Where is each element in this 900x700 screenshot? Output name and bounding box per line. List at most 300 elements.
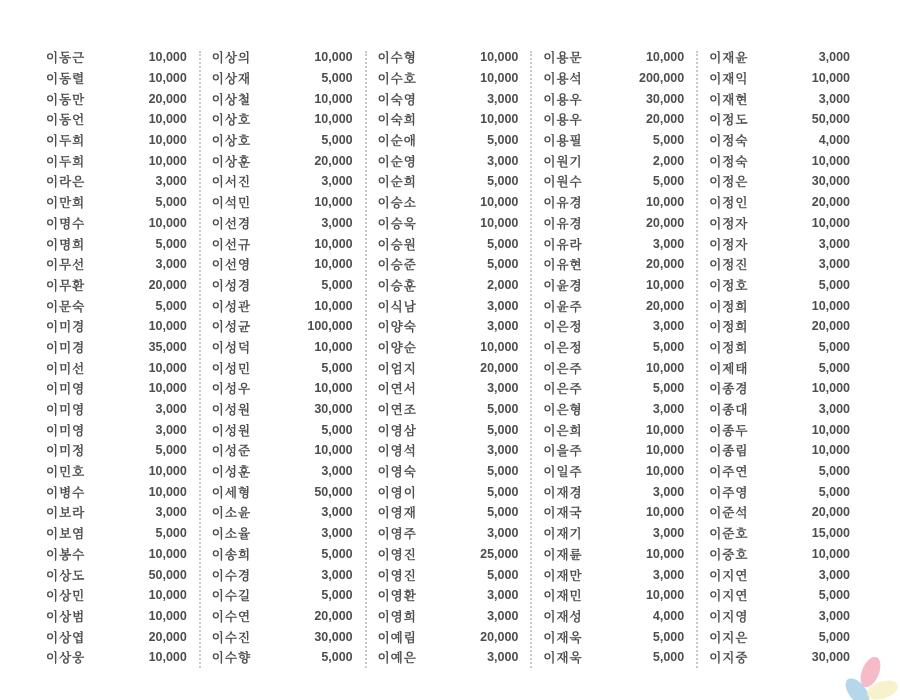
donation-amount: 10,000 <box>148 484 187 499</box>
donation-amount: 5,000 <box>487 484 519 499</box>
donor-name: 이병수 <box>46 485 86 500</box>
table-row <box>212 544 353 565</box>
donation-amount: 10,000 <box>480 339 519 354</box>
donor-name: 이을주 <box>543 444 583 459</box>
table-row <box>378 192 519 213</box>
table-row <box>212 171 353 192</box>
table-row <box>212 399 353 420</box>
donation-amount: 20,000 <box>811 505 850 520</box>
donation-amount: 5,000 <box>487 402 519 417</box>
table-row <box>709 109 850 130</box>
donation-amount: 5,000 <box>155 236 187 251</box>
table-row <box>46 440 187 461</box>
table-row <box>378 440 519 461</box>
donation-amount: 10,000 <box>811 153 850 168</box>
table-row <box>709 316 850 337</box>
donation-amount: 10,000 <box>148 215 187 230</box>
donor-name: 이정숙 <box>709 154 749 169</box>
donation-amount: 10,000 <box>645 277 685 292</box>
donation-amount: 3,000 <box>652 526 685 541</box>
donation-amount: 3,000 <box>652 319 685 334</box>
donor-name: 이상호 <box>211 134 252 149</box>
donation-amount: 5,000 <box>155 298 187 313</box>
donation-amount: 5,000 <box>652 650 685 665</box>
donor-name: 이유경 <box>543 216 583 231</box>
donation-amount: 5,000 <box>487 464 519 479</box>
donation-amount: 10,000 <box>645 588 685 603</box>
donor-name: 이소율 <box>211 527 252 542</box>
table-row <box>543 47 684 68</box>
donation-amount: 10,000 <box>811 298 850 313</box>
table-row <box>543 337 684 358</box>
donor-name: 이수경 <box>211 568 252 583</box>
donor-name: 이준호 <box>709 527 749 542</box>
table-row <box>212 150 353 171</box>
table-row <box>46 316 187 337</box>
donation-amount: 2,000 <box>487 277 519 292</box>
table-row <box>709 378 850 399</box>
donation-amount: 3,000 <box>321 505 353 520</box>
column-separator <box>696 51 698 668</box>
donation-amount: 3,000 <box>487 153 519 168</box>
donor-name: 이승훈 <box>377 278 417 293</box>
table-row <box>46 357 187 378</box>
table-row <box>46 337 187 358</box>
table-row <box>709 192 850 213</box>
table-row <box>212 357 353 378</box>
donation-amount: 10,000 <box>314 50 353 65</box>
table-row <box>378 544 519 565</box>
donation-amount: 10,000 <box>314 195 353 210</box>
donor-name: 이선규 <box>211 237 252 252</box>
table-row <box>46 419 187 440</box>
table-row <box>212 192 353 213</box>
table-row <box>46 564 187 585</box>
donor-name: 이동만 <box>46 92 86 107</box>
donor-name: 이성훈 <box>211 465 252 480</box>
donation-amount: 3,000 <box>155 402 187 417</box>
table-row <box>709 544 850 565</box>
donation-amount: 10,000 <box>314 91 353 106</box>
table-row <box>543 233 684 254</box>
donor-name: 이용우 <box>543 92 583 107</box>
donation-amount: 3,000 <box>487 319 519 334</box>
table-row <box>212 316 353 337</box>
donation-amount: 10,000 <box>314 298 353 313</box>
table-row <box>46 295 187 316</box>
table-row <box>378 337 519 358</box>
table-row <box>212 233 353 254</box>
donor-name: 이성민 <box>211 361 252 376</box>
donor-name: 이송희 <box>211 547 252 562</box>
donation-amount: 20,000 <box>645 215 685 230</box>
donor-name: 이재만 <box>543 568 583 583</box>
donation-amount: 10,000 <box>811 71 850 86</box>
donation-amount: 20,000 <box>645 112 685 127</box>
column-separator <box>365 51 367 668</box>
table-row <box>709 171 850 192</box>
table-row <box>212 440 353 461</box>
table-row <box>543 109 684 130</box>
donor-name: 이만희 <box>46 196 86 211</box>
donation-amount: 5,000 <box>321 133 353 148</box>
donation-amount: 15,000 <box>811 526 850 541</box>
table-row <box>46 254 187 275</box>
donor-name: 이동근 <box>46 51 86 66</box>
donation-amount: 5,000 <box>818 464 850 479</box>
table-row <box>378 47 519 68</box>
donor-name: 이은주 <box>543 361 583 376</box>
donor-name: 이정은 <box>709 175 749 190</box>
donation-amount: 50,000 <box>148 567 187 582</box>
donor-name: 이정도 <box>709 113 749 128</box>
donation-amount: 5,000 <box>487 567 519 582</box>
donation-amount: 3,000 <box>321 464 353 479</box>
donor-name: 이영석 <box>377 444 417 459</box>
donor-name: 이승준 <box>377 258 417 273</box>
donor-name: 이상엽 <box>46 630 86 645</box>
table-row <box>378 585 519 606</box>
donor-name: 이용문 <box>543 51 583 66</box>
table-row <box>709 564 850 585</box>
table-row <box>709 213 850 234</box>
donation-amount: 5,000 <box>487 236 519 251</box>
donation-amount: 5,000 <box>155 195 187 210</box>
donation-amount: 10,000 <box>314 443 353 458</box>
donor-name: 이보라 <box>46 506 86 521</box>
donation-amount: 3,000 <box>487 650 519 665</box>
donor-name: 이정희 <box>709 320 749 335</box>
table-row <box>709 523 850 544</box>
donor-name: 이성원 <box>211 403 252 418</box>
donor-name: 이문숙 <box>46 299 86 314</box>
donation-amount: 5,000 <box>652 629 685 644</box>
table-row <box>46 544 187 565</box>
donation-amount: 3,000 <box>487 381 519 396</box>
table-row <box>212 419 353 440</box>
donor-name: 이유라 <box>543 237 583 252</box>
donation-amount: 5,000 <box>487 422 519 437</box>
donor-name: 이주연 <box>709 465 749 480</box>
donor-name: 이예림 <box>377 630 417 645</box>
donation-amount: 3,000 <box>652 402 685 417</box>
donation-amount: 5,000 <box>652 174 685 189</box>
donor-name: 이양순 <box>377 340 417 355</box>
table-row <box>212 109 353 130</box>
donor-name: 이세형 <box>211 485 252 500</box>
donor-name: 이영주 <box>377 527 417 542</box>
donation-amount: 5,000 <box>818 629 850 644</box>
donor-name: 이상의 <box>211 51 252 66</box>
donation-amount: 10,000 <box>480 195 519 210</box>
donation-amount: 10,000 <box>314 381 353 396</box>
donation-amount: 10,000 <box>148 133 187 148</box>
donor-name: 이정인 <box>709 196 749 211</box>
donation-amount: 200,000 <box>639 71 685 86</box>
donor-name: 이수형 <box>377 51 417 66</box>
table-row <box>709 502 850 523</box>
donor-name: 이지영 <box>709 609 749 624</box>
table-row <box>709 337 850 358</box>
column-separator <box>199 51 201 668</box>
donation-amount: 5,000 <box>321 546 353 561</box>
table-row <box>378 357 519 378</box>
donor-name: 이용우 <box>543 113 583 128</box>
donation-amount: 10,000 <box>314 112 353 127</box>
donor-name: 이선경 <box>211 216 252 231</box>
donation-amount: 3,000 <box>155 422 187 437</box>
donation-amount: 4,000 <box>818 133 850 148</box>
donor-name: 이재국 <box>543 506 583 521</box>
table-row <box>212 213 353 234</box>
donation-amount: 30,000 <box>811 650 850 665</box>
donor-name: 이원기 <box>543 154 583 169</box>
donation-amount: 35,000 <box>148 339 187 354</box>
donation-amount: 10,000 <box>645 505 685 520</box>
donation-amount: 3,000 <box>818 50 850 65</box>
table-row <box>46 192 187 213</box>
table-row <box>212 68 353 89</box>
donation-amount: 10,000 <box>811 546 850 561</box>
donation-amount: 10,000 <box>148 546 187 561</box>
donation-amount: 5,000 <box>155 526 187 541</box>
donor-name: 이용석 <box>543 72 583 87</box>
donation-amount: 3,000 <box>321 526 353 541</box>
table-row <box>543 626 684 647</box>
donation-amount: 10,000 <box>811 381 850 396</box>
donor-name: 이상훈 <box>211 154 252 169</box>
donation-amount: 10,000 <box>480 215 519 230</box>
donation-amount: 5,000 <box>652 339 685 354</box>
table-row <box>378 130 519 151</box>
donation-amount: 3,000 <box>818 257 850 272</box>
donor-name: 이석민 <box>211 196 252 211</box>
table-row <box>212 585 353 606</box>
donation-amount: 25,000 <box>480 546 519 561</box>
donation-amount: 20,000 <box>645 298 685 313</box>
donor-name: 이연조 <box>377 403 417 418</box>
table-row <box>709 399 850 420</box>
donation-amount: 20,000 <box>811 319 850 334</box>
donation-amount: 3,000 <box>321 215 353 230</box>
donation-amount: 30,000 <box>314 629 353 644</box>
donor-name: 이지은 <box>709 630 749 645</box>
donation-amount: 5,000 <box>321 650 353 665</box>
donor-name: 이선영 <box>211 258 252 273</box>
donor-name: 이지연 <box>709 589 749 604</box>
table-row <box>212 275 353 296</box>
table-row <box>212 523 353 544</box>
table-row <box>212 254 353 275</box>
donation-amount: 5,000 <box>321 588 353 603</box>
donation-amount: 3,000 <box>155 505 187 520</box>
donation-amount: 10,000 <box>314 257 353 272</box>
donation-amount: 20,000 <box>314 153 353 168</box>
table-row <box>212 47 353 68</box>
donor-name: 이영재 <box>377 506 417 521</box>
donation-amount: 5,000 <box>487 505 519 520</box>
donor-name: 이지중 <box>709 651 749 666</box>
column-separator <box>530 51 532 668</box>
table-row <box>709 68 850 89</box>
donation-amount: 3,000 <box>818 608 850 623</box>
donation-amount: 20,000 <box>480 360 519 375</box>
donor-name: 이예은 <box>377 651 417 666</box>
table-column-group <box>212 47 353 668</box>
table-row <box>709 440 850 461</box>
table-row <box>543 150 684 171</box>
donor-name: 이영진 <box>377 547 417 562</box>
table-row <box>709 419 850 440</box>
donation-amount: 3,000 <box>321 174 353 189</box>
donor-name: 이종두 <box>709 423 749 438</box>
donor-name: 이동렬 <box>46 72 86 87</box>
donor-name: 이승원 <box>377 237 417 252</box>
donation-amount: 3,000 <box>487 588 519 603</box>
donor-name: 이성덕 <box>211 340 252 355</box>
table-row <box>212 88 353 109</box>
donor-name: 이미선 <box>46 361 86 376</box>
donor-name: 이재성 <box>543 609 583 624</box>
table-row <box>543 192 684 213</box>
table-row <box>378 233 519 254</box>
donor-name: 이상재 <box>211 72 252 87</box>
donor-name: 이서진 <box>211 175 252 190</box>
table-row <box>46 399 187 420</box>
donation-amount: 20,000 <box>148 629 187 644</box>
donation-amount: 5,000 <box>818 277 850 292</box>
table-row <box>212 626 353 647</box>
table-row <box>378 606 519 627</box>
donor-name: 이정자 <box>709 216 749 231</box>
donor-name: 이성균 <box>211 320 252 335</box>
table-row <box>212 378 353 399</box>
table-row <box>378 316 519 337</box>
donor-name: 이순애 <box>377 134 417 149</box>
donor-name: 이유경 <box>543 196 583 211</box>
table-row <box>709 295 850 316</box>
donation-amount: 10,000 <box>148 50 187 65</box>
donor-name: 이유현 <box>543 258 583 273</box>
donation-amount: 5,000 <box>652 133 685 148</box>
donor-name: 이미경 <box>46 340 86 355</box>
donation-amount: 10,000 <box>148 464 187 479</box>
table-row <box>378 523 519 544</box>
table-row <box>378 150 519 171</box>
donation-amount: 5,000 <box>155 443 187 458</box>
donor-name: 이두희 <box>46 154 86 169</box>
table-row <box>212 647 353 668</box>
table-row <box>709 626 850 647</box>
donor-name: 이윤경 <box>543 278 583 293</box>
table-row <box>543 254 684 275</box>
donor-name: 이종림 <box>709 444 749 459</box>
donation-amount: 5,000 <box>818 360 850 375</box>
table-row <box>46 88 187 109</box>
table-row <box>543 275 684 296</box>
table-row <box>378 68 519 89</box>
donation-amount: 3,000 <box>652 567 685 582</box>
table-row <box>709 150 850 171</box>
donor-name: 이미영 <box>46 382 86 397</box>
table-row <box>378 109 519 130</box>
table-row <box>543 544 684 565</box>
donor-name: 이수향 <box>211 651 252 666</box>
donor-name: 이명수 <box>46 216 86 231</box>
table-row <box>543 171 684 192</box>
donor-name: 이원수 <box>543 175 583 190</box>
donor-name: 이재익 <box>709 72 749 87</box>
table-row <box>46 68 187 89</box>
donor-name: 이상철 <box>211 92 252 107</box>
donor-name: 이준석 <box>709 506 749 521</box>
donation-amount: 10,000 <box>314 236 353 251</box>
donor-name: 이미정 <box>46 444 86 459</box>
donation-amount: 3,000 <box>487 443 519 458</box>
donation-amount: 2,000 <box>652 153 685 168</box>
donation-amount: 10,000 <box>148 588 187 603</box>
donation-amount: 10,000 <box>645 546 685 561</box>
table-row <box>378 419 519 440</box>
donation-amount: 10,000 <box>645 443 685 458</box>
table-row <box>46 523 187 544</box>
table-row <box>543 295 684 316</box>
donor-name: 이미영 <box>46 403 86 418</box>
donor-name: 이수길 <box>211 589 252 604</box>
donation-amount: 5,000 <box>487 257 519 272</box>
donation-amount: 10,000 <box>148 360 187 375</box>
table-row <box>212 295 353 316</box>
donor-name: 이숙영 <box>377 92 417 107</box>
donation-amount: 5,000 <box>321 71 353 86</box>
table-row <box>709 357 850 378</box>
donor-name: 이승소 <box>377 196 417 211</box>
table-row <box>378 481 519 502</box>
table-row <box>46 171 187 192</box>
donation-amount: 20,000 <box>480 629 519 644</box>
donor-name: 이승욱 <box>377 216 417 231</box>
table-row <box>543 378 684 399</box>
table-row <box>543 357 684 378</box>
donation-amount: 3,000 <box>818 567 850 582</box>
donation-amount: 3,000 <box>652 236 685 251</box>
donation-amount: 5,000 <box>652 381 685 396</box>
table-row <box>46 233 187 254</box>
donor-name: 이봉수 <box>46 547 86 562</box>
table-column-group <box>378 47 519 668</box>
donor-name: 이지연 <box>709 568 749 583</box>
donor-name: 이무선 <box>46 258 86 273</box>
donor-name: 이재욱 <box>543 630 583 645</box>
donation-amount: 10,000 <box>314 339 353 354</box>
donation-amount: 3,000 <box>487 526 519 541</box>
table-row <box>709 481 850 502</box>
table-row <box>709 130 850 151</box>
donor-name: 이재욱 <box>543 651 583 666</box>
table-row <box>709 88 850 109</box>
donation-amount: 5,000 <box>321 277 353 292</box>
donor-name: 이종경 <box>709 382 749 397</box>
donor-name: 이식남 <box>377 299 417 314</box>
donation-amount: 3,000 <box>321 567 353 582</box>
donor-name: 이재현 <box>709 92 749 107</box>
flower-decoration <box>848 656 894 700</box>
donation-amount: 3,000 <box>487 608 519 623</box>
donor-name: 이재윤 <box>709 51 749 66</box>
table-row <box>543 502 684 523</box>
donation-amount: 10,000 <box>148 608 187 623</box>
donor-name: 이일주 <box>543 465 583 480</box>
